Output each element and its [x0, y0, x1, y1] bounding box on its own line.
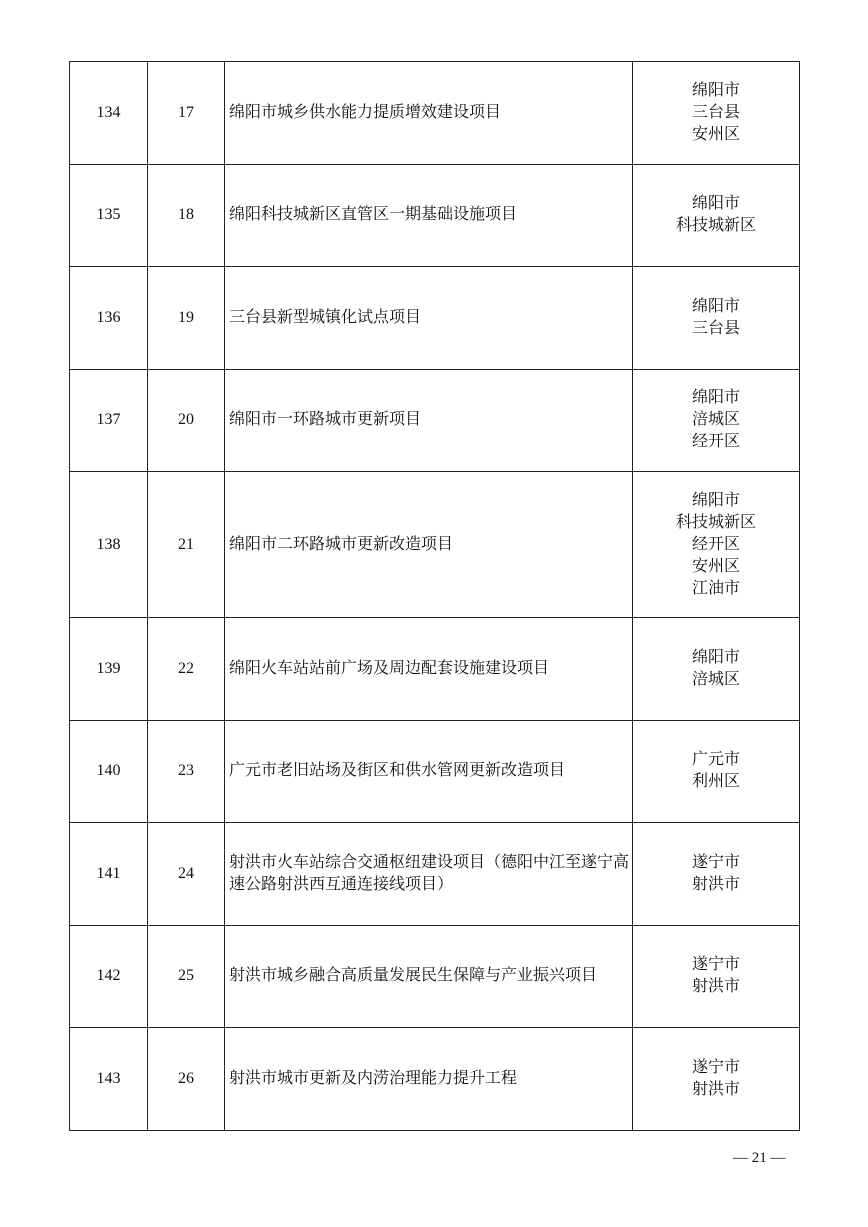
region: 广元市 — [691, 751, 740, 769]
table-row — [70, 164, 800, 267]
region: 三台县 — [691, 319, 740, 337]
region: 绵阳市 — [691, 297, 740, 315]
region: 射洪市 — [691, 978, 740, 996]
sub-number: 18 — [148, 164, 225, 267]
table-row — [70, 720, 800, 823]
row-number: 138 — [70, 472, 148, 618]
region-cell — [633, 925, 800, 1028]
project-name: 绵阳市城乡供水能力提质增效建设项目 — [225, 62, 633, 165]
region: 绵阳市 — [691, 648, 740, 666]
table-row — [70, 1028, 800, 1131]
table-row — [70, 823, 800, 926]
table-row — [70, 925, 800, 1028]
table-row — [70, 472, 800, 618]
region: 三台县 — [691, 103, 740, 121]
table-row — [70, 62, 800, 165]
sub-number: 17 — [148, 62, 225, 165]
region: 安州区 — [691, 557, 740, 575]
row-number: 135 — [70, 164, 148, 267]
region: 经开区 — [691, 535, 740, 553]
region: 科技城新区 — [675, 513, 756, 531]
sub-number: 26 — [148, 1028, 225, 1131]
project-name: 广元市老旧站场及街区和供水管网更新改造项目 — [225, 720, 633, 823]
project-name: 射洪市城乡融合高质量发展民生保障与产业振兴项目 — [225, 925, 633, 1028]
project-name: 绵阳科技城新区直管区一期基础设施项目 — [225, 164, 633, 267]
row-number: 143 — [70, 1028, 148, 1131]
region-cell — [633, 618, 800, 721]
row-number: 134 — [70, 62, 148, 165]
region: 安州区 — [691, 125, 740, 143]
region: 遂宁市 — [691, 853, 740, 871]
region-cell — [633, 62, 800, 165]
region: 绵阳市 — [691, 491, 740, 509]
region: 绵阳市 — [691, 81, 740, 99]
row-number: 140 — [70, 720, 148, 823]
row-number: 142 — [70, 925, 148, 1028]
sub-number: 23 — [148, 720, 225, 823]
region: 遂宁市 — [691, 1058, 740, 1076]
region-cell — [633, 369, 800, 472]
table-row — [70, 267, 800, 370]
region: 经开区 — [691, 433, 740, 451]
row-number: 137 — [70, 369, 148, 472]
sub-number: 20 — [148, 369, 225, 472]
project-name: 绵阳市一环路城市更新项目 — [225, 369, 633, 472]
region-cell — [633, 823, 800, 926]
region: 绵阳市 — [691, 195, 740, 213]
region: 涪城区 — [691, 411, 740, 429]
region: 绵阳市 — [691, 389, 740, 407]
sub-number: 22 — [148, 618, 225, 721]
table-row — [70, 369, 800, 472]
row-number: 139 — [70, 618, 148, 721]
region-cell — [633, 720, 800, 823]
row-number: 141 — [70, 823, 148, 926]
region-cell — [633, 164, 800, 267]
region-cell — [633, 267, 800, 370]
region: 利州区 — [691, 773, 740, 791]
project-name: 射洪市火车站综合交通枢纽建设项目（德阳中江至遂宁高速公路射洪西互通连接线项目） — [225, 823, 633, 926]
project-name: 绵阳市二环路城市更新改造项目 — [225, 472, 633, 618]
sub-number: 25 — [148, 925, 225, 1028]
region-cell — [633, 1028, 800, 1131]
region: 射洪市 — [691, 875, 740, 893]
region: 遂宁市 — [691, 956, 740, 974]
sub-number: 19 — [148, 267, 225, 370]
project-name: 射洪市城市更新及内涝治理能力提升工程 — [225, 1028, 633, 1131]
region: 涪城区 — [691, 670, 740, 688]
row-number: 136 — [70, 267, 148, 370]
project-name: 绵阳火车站站前广场及周边配套设施建设项目 — [225, 618, 633, 721]
sub-number: 21 — [148, 472, 225, 618]
table-row — [70, 618, 800, 721]
region-cell — [633, 472, 800, 618]
region: 科技城新区 — [675, 217, 756, 235]
region: 江油市 — [691, 579, 740, 597]
region: 射洪市 — [691, 1080, 740, 1098]
project-name: 三台县新型城镇化试点项目 — [225, 267, 633, 370]
page-number: — 21 — — [733, 1150, 786, 1166]
project-table — [69, 61, 800, 1131]
sub-number: 24 — [148, 823, 225, 926]
